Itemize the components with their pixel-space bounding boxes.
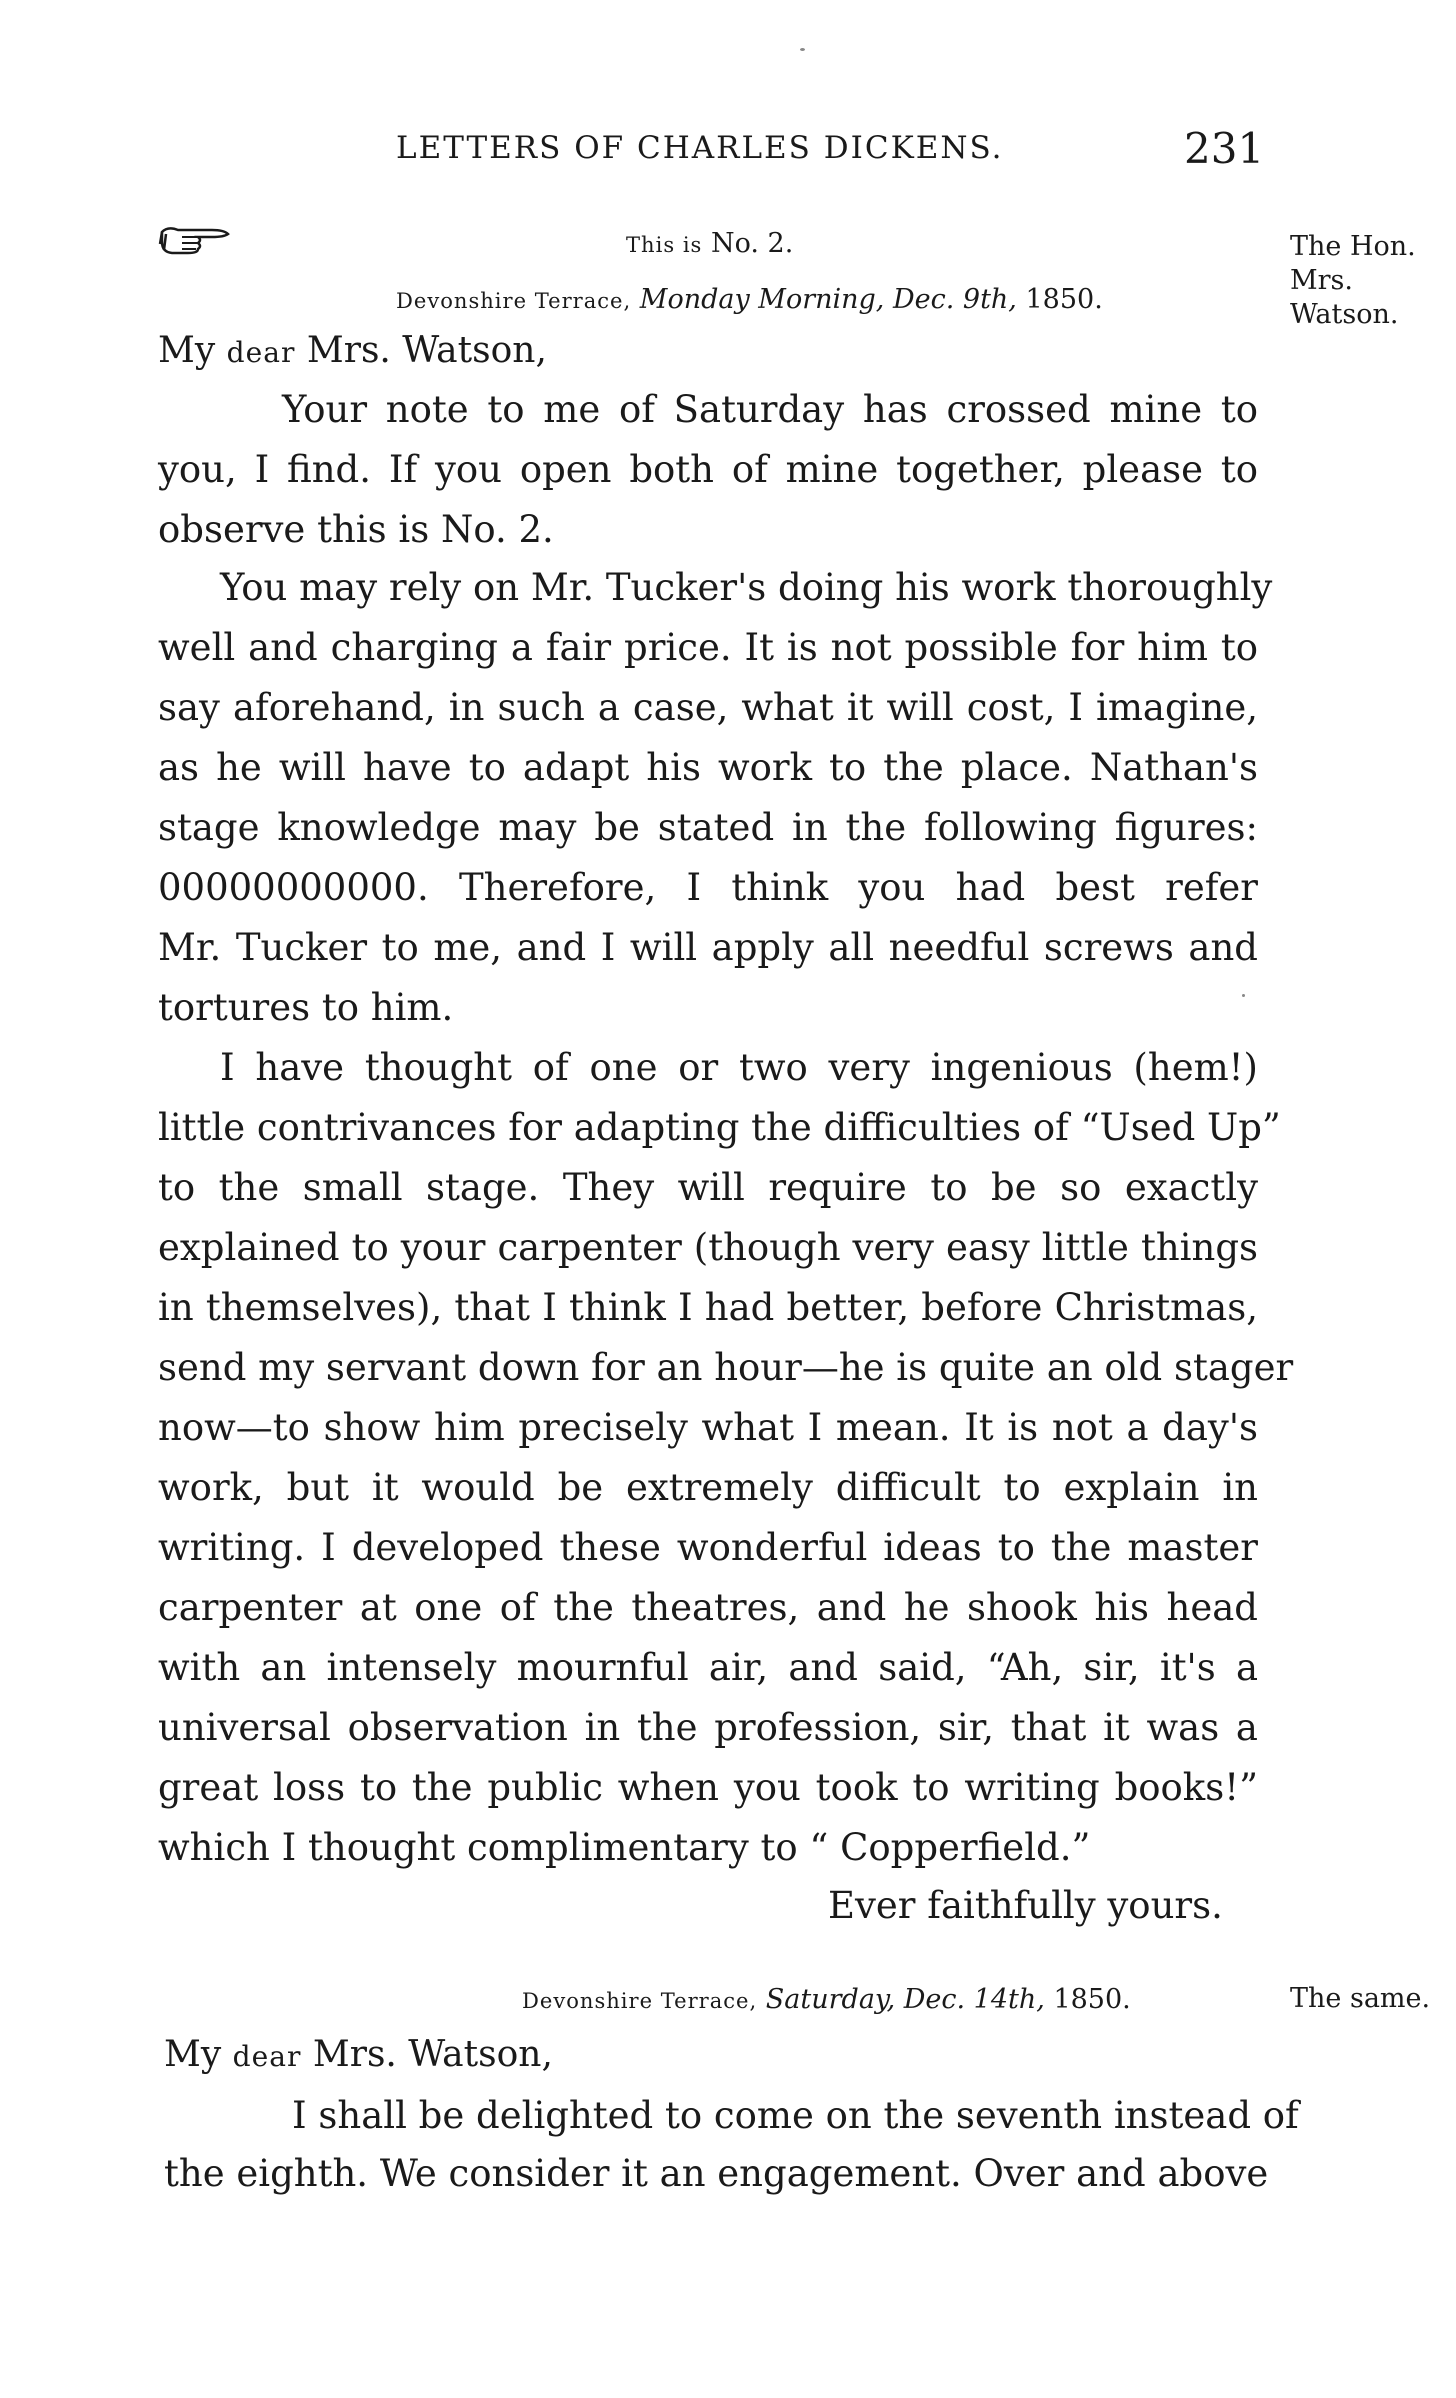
text-line: you, I find. If you open both of mine together, please to: [158, 448, 1258, 491]
text-line: Mr. Tucker to me, and I will apply all needful screws and: [158, 926, 1258, 969]
letter2-margin-note: The same.: [1290, 1983, 1431, 2014]
letter2-salutation: [164, 2034, 553, 2075]
text-line: send my servant down for an hour—he is quite an old stager: [158, 1346, 1294, 1389]
text-line: now—to show him precisely what I mean. It is not a day's: [158, 1406, 1258, 1449]
text-line: tortures to him.: [158, 986, 454, 1029]
letter1-date: Monday Morning, Dec. 9th,: [639, 284, 1017, 315]
text-line: observe this is No. 2.: [158, 508, 554, 551]
letter2-date: Saturday, Dec. 14th,: [765, 1984, 1045, 2015]
text-line: great loss to the public when you took to writing books!”: [158, 1766, 1258, 1809]
text-line: say aforehand, in such a case, what it will cost, I imagine,: [158, 686, 1258, 729]
letter1-salutation-name: Mrs. Watson,: [306, 330, 547, 371]
letter1-note-prefix: This is: [626, 232, 703, 257]
letter1-note-number: No. 2.: [710, 228, 794, 259]
letter1-note: [626, 228, 793, 259]
letter1-salutation-dear: dear: [226, 336, 296, 369]
text-line: to the small stage. They will require to be so exactly: [158, 1166, 1258, 1209]
text-line: writing. I developed these wonderful ideas to the master: [158, 1526, 1258, 1569]
text-line: stage knowledge may be stated in the following figures:: [158, 806, 1258, 849]
text-line: little contrivances for adapting the difficulties of “Used Up”: [158, 1106, 1281, 1149]
text-line: 00000000000. Therefore, I think you had best refer: [158, 866, 1258, 909]
text-line: I shall be delighted to come on the seventh instead of: [292, 2094, 1299, 2137]
letter1-dateline: [396, 284, 1103, 315]
text-line: I have thought of one or two very ingenious (hem!): [220, 1046, 1258, 1089]
letter1-margin-note: The Hon. Mrs. Watson.: [1290, 231, 1416, 330]
letter2-year: 1850.: [1053, 1984, 1131, 2015]
page-number: 231: [1184, 124, 1265, 173]
paper-speck: [800, 48, 805, 51]
text-line: well and charging a fair price. It is not possible for him to: [158, 626, 1258, 669]
text-line: work, but it would be extremely difficult to explain in: [158, 1466, 1258, 1509]
paper-speck: [1242, 994, 1245, 997]
letter2-address: Devonshire Terrace,: [522, 1988, 758, 2013]
letter1-year: 1850.: [1025, 284, 1103, 315]
text-line: the eighth. We consider it an engagement. Over and above: [164, 2152, 1269, 2195]
text-line: explained to your carpenter (though very easy little things: [158, 1226, 1258, 1269]
letter1-closing: Ever faithfully yours.: [828, 1884, 1223, 1927]
text-line: which I thought complimentary to “ Copperfield.”: [158, 1826, 1091, 1869]
text-line: in themselves), that I think I had better, before Christmas,: [158, 1286, 1258, 1329]
text-line: carpenter at one of the theatres, and he shook his head: [158, 1586, 1258, 1629]
text-line: You may rely on Mr. Tucker's doing his work thoroughly: [220, 566, 1273, 609]
letter1-salutation: [158, 330, 547, 371]
letter2-dateline: [522, 1984, 1131, 2015]
text-line: as he will have to adapt his work to the place. Nathan's: [158, 746, 1258, 789]
letter2-salutation-my: My: [164, 2034, 222, 2075]
letter2-salutation-name: Mrs. Watson,: [312, 2034, 553, 2075]
letter2-salutation-dear: dear: [232, 2040, 302, 2073]
text-line: with an intensely mournful air, and said, “Ah, sir, it's a: [158, 1646, 1258, 1689]
letter1-address: Devonshire Terrace,: [396, 288, 632, 313]
running-head: LETTERS OF CHARLES DICKENS.: [396, 130, 1004, 166]
pointing-hand-icon: [158, 222, 232, 256]
letter1-salutation-my: My: [158, 330, 216, 371]
text-line: universal observation in the profession, sir, that it was a: [158, 1706, 1258, 1749]
text-line: Your note to me of Saturday has crossed mine to: [282, 388, 1258, 431]
